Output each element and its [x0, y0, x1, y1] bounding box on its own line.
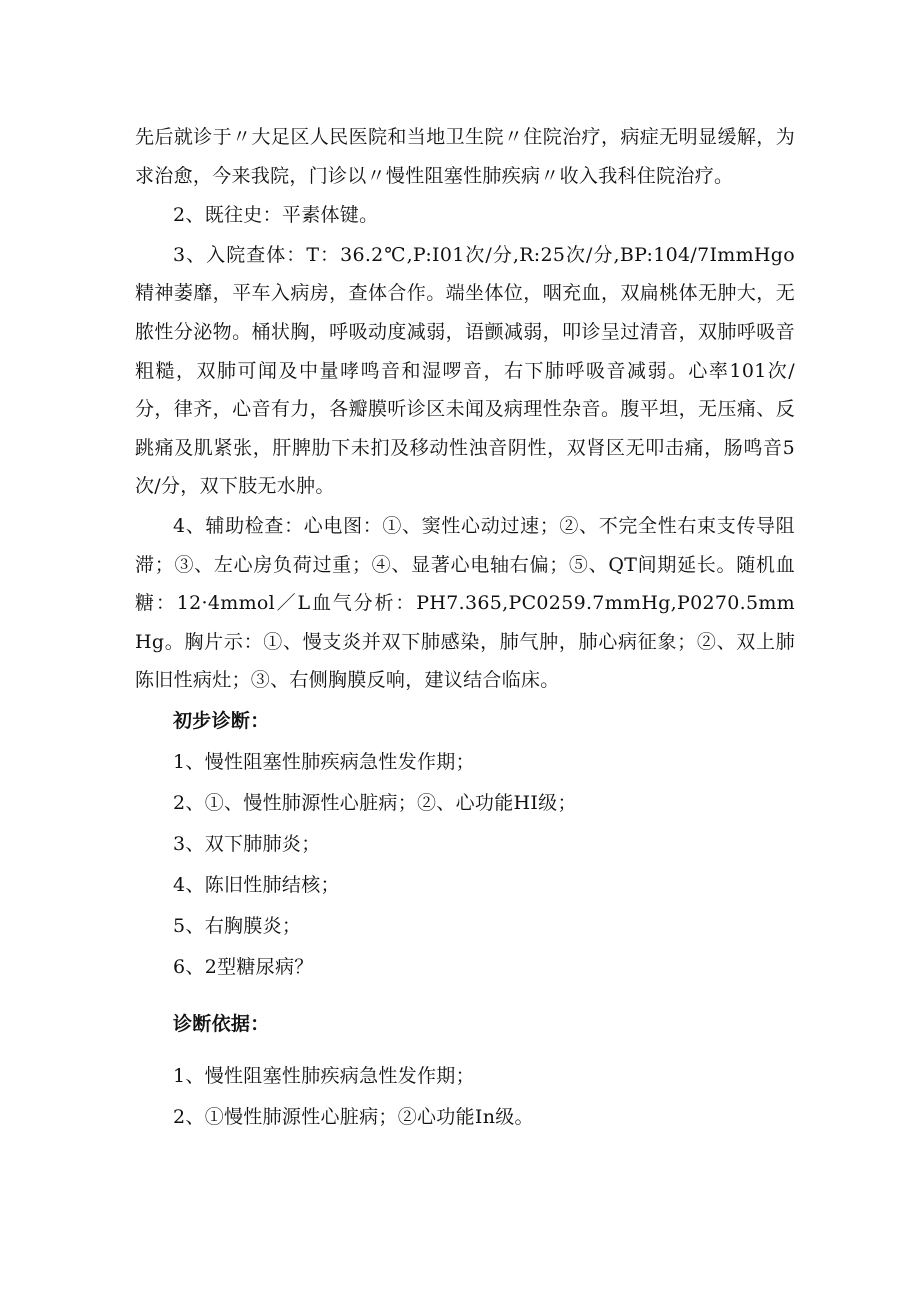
history-continuation-paragraph: 先后就诊于〃大足区人民医院和当地卫生院〃住院治疗，病症无明显缓解，为求治愈，今来我院，门诊以〃慢性阻塞性肺疾病〃收入我科住院治疗。: [135, 126, 795, 187]
preliminary-diagnosis-item: 2、①、慢性肺源性心脏病；②、心功能HI级；: [173, 791, 577, 814]
diagnosis-basis-item: 2、①慢性肺源性心脏病；②心功能In级。: [173, 1106, 534, 1129]
preliminary-diagnosis-item: 3、双下肺肺炎；: [173, 832, 321, 855]
past-history-paragraph: 2、既往史：平素体键。: [173, 204, 379, 227]
preliminary-diagnosis-item: 1、慢性阻塞性肺疾病急性发作期；: [173, 750, 475, 773]
preliminary-diagnosis-item: 4、陈旧性肺结核；: [173, 873, 340, 896]
diagnosis-basis-item: 1、慢性阻塞性肺疾病急性发作期；: [173, 1065, 475, 1088]
diagnosis-basis-heading: 诊断依据：: [173, 1012, 270, 1035]
preliminary-diagnosis-item: 5、右胸膜炎；: [173, 914, 302, 937]
preliminary-diagnosis-item: 6、2型糖尿病？: [173, 955, 314, 978]
physical-exam-paragraph: 3、入院查体：T：36.2℃,P:I01次/分,R:25次/分,BP:104/7ImmHgo精神萎靡，平车入病房，查体合作。端坐体位，咽充血，双扁桃体无肿大，无脓性分泌物。桶状胸，呼吸动度减弱，语颤减弱，叩诊呈过清音，双肺呼吸音粗糙，双肺可闻及中量哮鸣音和湿啰音，右下肺呼吸音减弱。心率101次/分，律齐，心音有力，各瓣膜听诊区未闻及病理性杂音。腹平坦，无压痛、反跳痛及肌紧张，肝脾肋下未扪及移动性浊音阴性，双肾区无叩击痛，肠鸣音5次/分，双下肢无水肿。: [135, 243, 795, 498]
auxiliary-exam-paragraph: 4、辅助检查：心电图：①、窦性心动过速；②、不完全性右束支传导阻滞；③、左心房负荷过重；④、显著心电轴右偏；⑤、QT间期延长。随机血糖：12·4mmol／L血气分析：PH7.365,PC0259.7mmHg,P0270.5mmHg。胸片示：①、慢支炎并双下肺感染，肺气肿，肺心病征象；②、双上肺陈旧性病灶；③、右侧胸膜反响，建议结合临床。: [135, 514, 795, 692]
preliminary-diagnosis-heading: 初步诊断：: [173, 709, 270, 732]
document-body: [135, 118, 795, 1137]
